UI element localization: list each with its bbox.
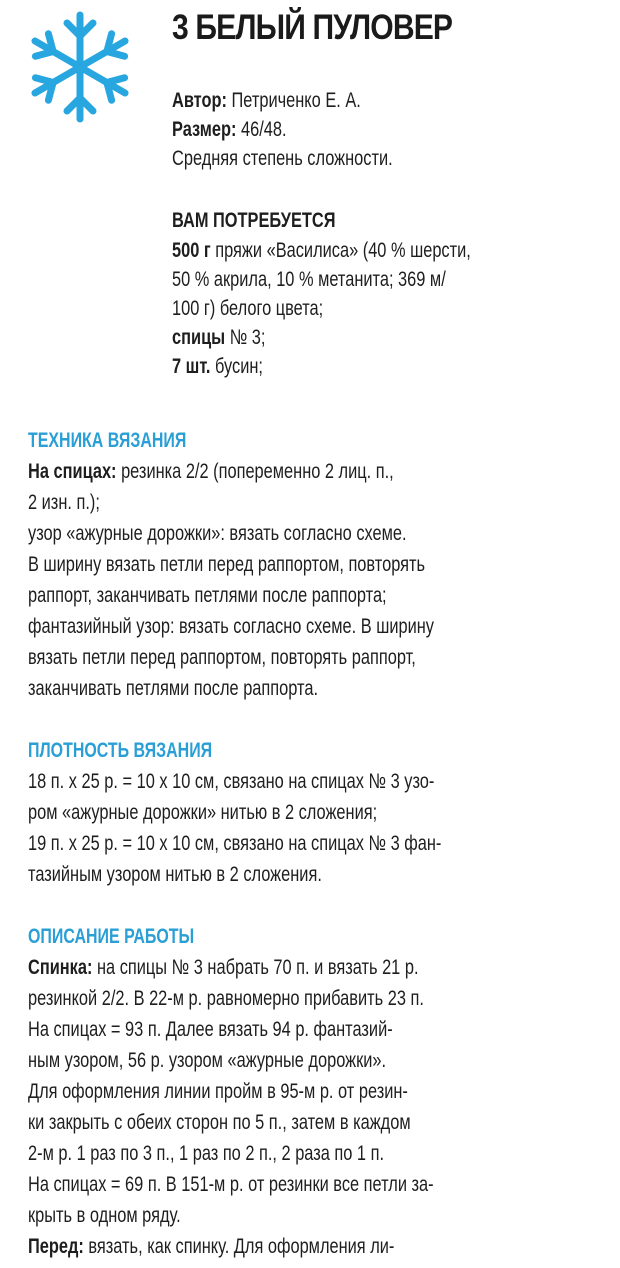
needles-line	[172, 323, 507, 352]
snowflake-icon	[24, 8, 136, 126]
description-line: 2-м р. 1 раз по 3 п., 1 раз по 2 п., 2 раза по 1 п.	[28, 1142, 385, 1165]
beads-amount: 7 шт.	[172, 355, 211, 378]
size-value: 46/48.	[236, 118, 287, 141]
yarn-line-2: 50 % акрила, 10 % метанита; 369 м/	[172, 268, 446, 291]
front-lead: Перед:	[28, 1235, 84, 1258]
author-label: Автор:	[172, 89, 227, 112]
technique-line: узор «ажурные дорожки»: вязать согласно схеме.	[28, 522, 407, 545]
beads-value: бусин;	[210, 355, 263, 378]
technique-line: 2 изн. п.);	[28, 491, 100, 514]
yarn-amount: 500 г	[172, 239, 211, 262]
technique-line: фантазийный узор: вязать согласно схеме. В ширину	[28, 615, 434, 638]
density-line: ром «ажурные дорожки» нитью в 2 сложения;	[28, 801, 378, 824]
meta-block	[172, 86, 602, 173]
description-line: Для оформления линии пройм в 95-м р. от резин-	[28, 1080, 408, 1103]
technique-heading: ТЕХНИКА ВЯЗАНИЯ	[28, 429, 187, 452]
author-value: Петриченко Е. А.	[226, 89, 361, 112]
description-line: На спицах = 69 п. В 151-м р. от резинки все петли за-	[28, 1173, 434, 1196]
front-line	[28, 1231, 480, 1262]
yarn-line-1	[172, 236, 507, 265]
description-line: ки закрыть с обеих сторон по 5 п., затем в каждом	[28, 1111, 411, 1134]
technique-line: раппорт, заканчивать петлями после раппорта;	[28, 584, 387, 607]
yarn-line-3: 100 г) белого цвета;	[172, 297, 324, 320]
technique-line: вязать петли перед раппортом, повторять раппорт,	[28, 646, 416, 669]
beads-line	[172, 352, 507, 381]
density-section	[28, 736, 608, 890]
technique-text: резинка 2/2 (попеременно 2 лиц. п.,	[116, 460, 394, 483]
page-title: 3 БЕЛЫЙ ПУЛОВЕР	[172, 8, 453, 47]
materials-heading: ВАМ ПОТРЕБУЕТСЯ	[172, 209, 336, 232]
description-line: ным узором, 56 р. узором «ажурные дорожки».	[28, 1049, 387, 1072]
back-lead: Спинка:	[28, 956, 93, 979]
needles-label: спицы	[172, 326, 226, 349]
description-section	[28, 922, 608, 1262]
description-heading: ОПИСАНИЕ РАБОТЫ	[28, 925, 195, 948]
materials-block	[172, 206, 602, 381]
density-heading: ПЛОТНОСТЬ ВЯЗАНИЯ	[28, 739, 213, 762]
technique-line: заканчивать петлями после раппорта.	[28, 677, 319, 700]
description-line: На спицах = 93 п. Далее вязать 94 р. фантазий-	[28, 1018, 393, 1041]
difficulty-line: Средняя степень сложности.	[172, 147, 393, 170]
density-line: тазийным узором нитью в 2 сложения.	[28, 863, 322, 886]
technique-line	[28, 456, 480, 487]
front-text: вязать, как спинку. Для оформления ли-	[83, 1235, 395, 1258]
density-line: 19 п. х 25 р. = 10 х 10 см, связано на спицах № 3 фан-	[28, 832, 442, 855]
yarn-text-1: пряжи «Василиса» (40 % шерсти,	[210, 239, 471, 262]
size-label: Размер:	[172, 118, 237, 141]
description-text: на спицы № 3 набрать 70 п. и вязать 21 р.	[92, 956, 419, 979]
description-line	[28, 952, 480, 983]
description-line: крыть в одном ряду.	[28, 1204, 181, 1227]
author-line	[172, 86, 507, 115]
technique-section	[28, 426, 608, 704]
technique-line: В ширину вязать петли перед раппортом, повторять	[28, 553, 426, 576]
description-line: резинкой 2/2. В 22-м р. равномерно прибавить 23 п.	[28, 987, 424, 1010]
needles-value: № 3;	[225, 326, 266, 349]
technique-lead: На спицах:	[28, 460, 117, 483]
density-line: 18 п. х 25 р. = 10 х 10 см, связано на спицах № 3 узо-	[28, 770, 435, 793]
size-line	[172, 115, 507, 144]
